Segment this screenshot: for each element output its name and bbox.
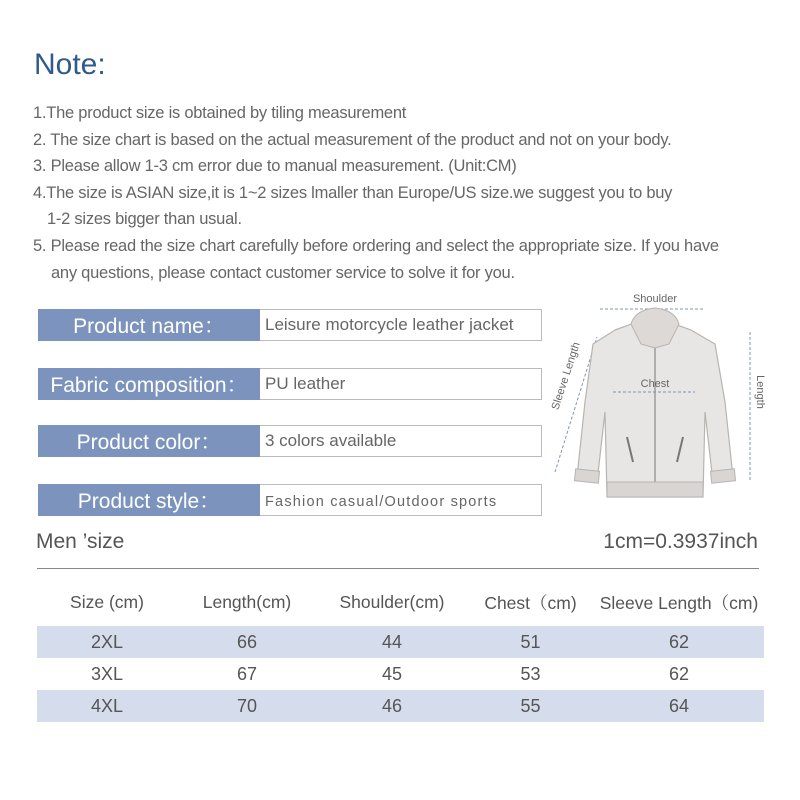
note-line-1: 1.The product size is obtained by tiling measurement: [33, 104, 407, 122]
jacket-diagram: [545, 282, 775, 507]
info-value: Leisure motorcycle leather jacket: [260, 309, 542, 341]
note-line-3: 3. Please allow 1-3 cm error due to manual measurement. (Unit:CM): [33, 157, 517, 176]
notes-list: [33, 100, 778, 286]
length-label: Length: [754, 375, 766, 409]
info-label: Product color：: [38, 425, 260, 457]
note-title: Note:: [34, 48, 106, 81]
table-cell: 3XL: [90, 663, 124, 684]
men-size-heading: Men ’size: [36, 530, 125, 553]
info-row-color: [38, 425, 538, 457]
table-header-row: [37, 584, 764, 620]
table-row: [37, 690, 764, 722]
size-table: [37, 584, 764, 722]
table-cell: 45: [381, 663, 403, 684]
table-cell: 62: [668, 663, 690, 684]
table-header-cell: Length(cm): [202, 591, 292, 612]
info-label: Fabric composition：: [38, 368, 260, 400]
divider: [37, 568, 759, 569]
info-value: Fashion casual/Outdoor sports: [260, 484, 542, 516]
table-cell: 51: [520, 631, 541, 652]
note-line-4-cont: 1-2 sizes bigger than usual.: [47, 210, 242, 229]
jacket-hem: [607, 482, 703, 497]
info-label: Product style：: [38, 484, 260, 516]
table-row: [37, 658, 764, 690]
note-line-5-cont: any questions, please contact customer service to solve it for you.: [51, 263, 515, 282]
table-cell: 4XL: [90, 695, 124, 716]
info-row-style: [38, 484, 538, 516]
sleeve-label: Sleeve Length: [549, 340, 583, 412]
info-label: Product name：: [38, 309, 260, 341]
table-cell: 67: [236, 663, 258, 684]
table-header-cell: Sleeve Length（cm): [599, 592, 759, 613]
unit-conversion: 1cm=0.3937inch: [603, 530, 758, 553]
note-line-2: 2. The size chart is based on the actual measurement of the product and not on your body.: [33, 130, 672, 149]
table-cell: 44: [381, 631, 403, 652]
info-row-product-name: [38, 309, 538, 341]
info-row-fabric: [38, 368, 538, 400]
info-value: 3 colors available: [260, 425, 542, 457]
note-line-5: 5. Please read the size chart carefully before ordering and select the appropriate size. If you have: [33, 236, 719, 255]
shoulder-label: Shoulder: [632, 293, 678, 305]
table-cell: 46: [381, 695, 403, 716]
info-value: PU leather: [260, 368, 542, 400]
table-cell: 66: [236, 631, 258, 652]
table-cell: 64: [668, 695, 690, 716]
table-cell: 55: [520, 695, 541, 716]
table-cell: 70: [236, 695, 258, 716]
right-cuff: [710, 469, 735, 483]
note-line-4: 4.The size is ASIAN size,it is 1~2 sizes lmaller than Europe/US size.we suggest you to buy: [33, 183, 673, 202]
table-cell: 53: [520, 663, 541, 684]
table-cell: 2XL: [90, 631, 124, 652]
chest-label: Chest: [640, 378, 670, 390]
left-cuff: [574, 469, 599, 483]
table-header-cell: Chest（cm): [484, 592, 577, 613]
table-cell: 62: [668, 631, 690, 652]
table-header-cell: Shoulder(cm): [339, 591, 445, 612]
table-row: [37, 626, 764, 658]
table-header-cell: Size (cm): [70, 591, 144, 612]
